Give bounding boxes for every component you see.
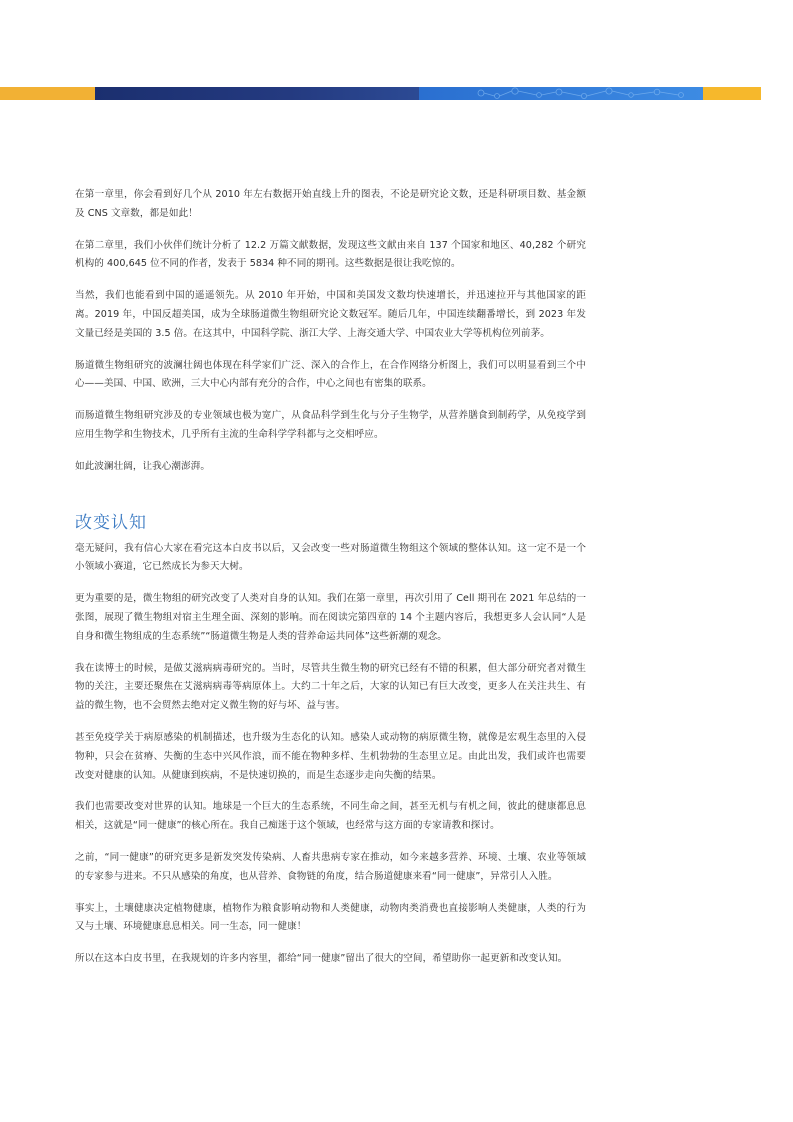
intro-paragraph-5: 而肠道微生物组研究涉及的专业领域也极为宽广，从食品科学到生化与分子生物学，从营养膳食到制药学，从免疫学到应用生物学和生物技术，几乎所有主流的生命科学学科都与之交相呼应。 — [75, 410, 586, 440]
section-paragraph-6: 之前，“同一健康”的研究更多是新发突发传染病、人畜共患病专家在推动，如今来越多营养、环境、土壤、农业等领域的专家参与进来。不只从感染的角度，也从营养、食物链的角度，结合肠道健康来看“同一健康”，异常引人入胜。 — [75, 851, 586, 882]
section-paragraph-4: 甚至免疫学关于病原感染的机制描述，也升级为生态化的认知。感染人或动物的病原微生物，就像是宏观生态里的入侵物种，只会在贫瘠、失衡的生态中兴风作浪，而不能在物种多样、生机勃勃的生态里立足。由此出发，我们或许也需要改变对健康的认知。从健康到疾病，不是快速切换的，而是生态逐步走向失衡的结果。 — [75, 731, 586, 781]
intro-paragraph-1: 在第一章里，你会看到好几个从 2010 年左右数据开始直线上升的图表，不论是研究论文数，还是科研项目数、基金额及 CNS 文章数，都是如此！ — [75, 189, 586, 219]
article-body — [75, 186, 586, 982]
intro-paragraph-2: 在第二章里，我们小伙伴们统计分析了 12.2 万篇文献数据，发现这些文献由来自 137 个国家和地区、40,282 个研究机构的 400,645 位不同的作者，发表于 5834 种不同的期刊。这些数据是很让我吃惊的。 — [75, 239, 586, 270]
section-paragraph-1: 毫无疑问，我有信心大家在看完这本白皮书以后，又会改变一些对肠道微生物组这个领域的整体认知。这一定不是一个小领域小赛道，它已然成长为参天大树。 — [75, 542, 586, 573]
section-paragraph-8: 所以在这本白皮书里，在我规划的许多内容里，都给“同一健康”留出了很大的空间，希望助你一起更新和改变认知。 — [75, 953, 568, 965]
band-blue — [419, 87, 703, 100]
intro-paragraph-6: 如此波澜壮阔，让我心潮澎湃。 — [75, 460, 211, 472]
band-navy — [95, 87, 419, 100]
section-paragraph-3: 我在读博士的时候，是做艾滋病病毒研究的。当时，尽管共生微生物的研究已经有不错的积累，但大部分研究者对微生物的关注，主要还聚焦在艾滋病病毒等病原体上。大约二十年之后，大家的认知已有巨大改变，更多人在关注共生、有益的微生物，也不会贸然去绝对定义微生物的好与坏、益与害。 — [75, 662, 586, 712]
section-paragraph-5: 我们也需要改变对世界的认知。地球是一个巨大的生态系统，不同生命之间，甚至无机与有机之间，彼此的健康都息息相关，这就是“同一健康”的核心所在。我自己痴迷于这个领域，也经常与这方面的专家请教和探讨。 — [75, 801, 586, 832]
header-color-band — [0, 87, 761, 100]
section-heading: 改变认知 — [75, 512, 147, 533]
section-paragraph-2: 更为重要的是，微生物组的研究改变了人类对自身的认知。我们在第一章里，再次引用了 Cell 期刊在 2021 年总结的一张图，展现了微生物组对宿主生理全面、深刻的影响。而在阅读完第四章的 14 个主题内容后，我想更多人会认同“人是自身和微生物组成的生态系统”“肠道微生物是人类的营养命运共同体”这些新潮的观念。 — [75, 593, 586, 642]
intro-paragraph-3: 当然，我们也能看到中国的遥遥领先。从 2010 年开始，中国和美国发文数均快速增长，并迅速拉开与其他国家的距离。2019 年，中国反超美国，成为全球肠道微生物组研究论文数冠军。随后几年，中国连续翻番增长，到 2023 年发文量已经是美国的 3.5 倍。在这其中，中国科学院、浙江大学、上海交通大学、中国农业大学等机构位列前茅。 — [75, 290, 586, 339]
band-orange-left — [0, 87, 95, 100]
section-paragraph-7: 事实上，土壤健康决定植物健康，植物作为粮食影响动物和人类健康，动物肉类消费也直接影响人类健康，人类的行为又与土壤、环境健康息息相关。同一生态，同一健康！ — [75, 902, 586, 933]
molecule-pattern-icon — [419, 87, 703, 100]
band-orange-right — [703, 87, 761, 100]
intro-paragraph-4: 肠道微生物组研究的波澜壮阔也体现在科学家们广泛、深入的合作上，在合作网络分析图上，我们可以明显看到三个中心——美国、中国、欧洲，三大中心内部有充分的合作，中心之间也有密集的联系。 — [75, 359, 586, 390]
